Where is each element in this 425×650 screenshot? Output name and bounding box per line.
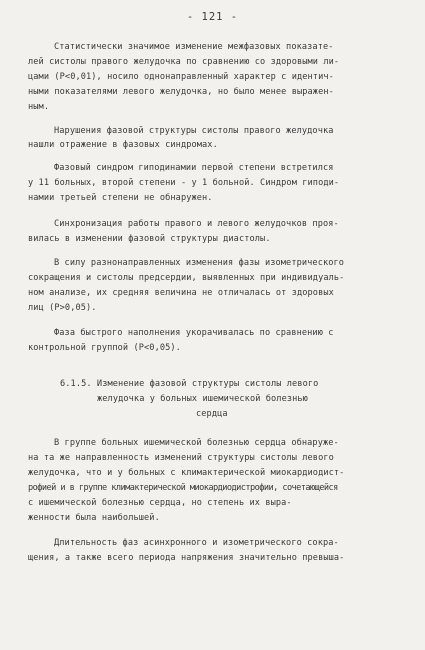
heading-line: желудочка у больных ишемической болезнью [97, 394, 308, 404]
text-line: Статистически значимое изменение межфазовых показате- [54, 42, 334, 52]
heading-line: сердца [196, 409, 228, 419]
text-line: вилась в изменении фазовой структуры диастолы. [28, 234, 271, 244]
text-line: цами (Р<0,01), носило однонаправленный характер с идентич- [28, 72, 334, 82]
text-line: Фазовый синдром гиподинамии первой степени встретился [54, 163, 334, 173]
text-line: В силу разнонаправленных изменения фазы изометрического [54, 258, 345, 268]
text-line: женности была наибольшей. [28, 513, 160, 523]
text-line: желудочка, что и у больных с климактерической миокардиодист- [28, 468, 345, 478]
text-line: ным. [28, 102, 50, 112]
text-line: Длительность фаз асинхронного и изометрического сокра- [54, 538, 339, 548]
text-line: ном анализе, их средняя величина не отличалась от здоровых [28, 288, 334, 298]
text-line: с ишемической болезнью сердца, но степень их выра- [28, 498, 292, 508]
text-line: щения, а также всего периода напряжения значительно превыша- [28, 553, 345, 563]
text-line: нашли отражение в фазовых синдромах. [28, 140, 218, 150]
text-line: намии третьей степени не обнаружен. [28, 193, 213, 203]
heading-line: 6.1.5. Изменение фазовой структуры систолы левого [60, 379, 319, 389]
text-line: лиц (Р>0,05). [28, 303, 97, 313]
text-line: контрольной группой (Р<0,05). [28, 343, 181, 353]
text-line: Нарушения фазовой структуры систолы правого желудочка [54, 126, 334, 136]
text-line: Фаза быстрого наполнения укорачивалась по сравнению с [54, 328, 334, 338]
text-line: Синхронизация работы правого и левого желудочков проя- [54, 219, 339, 229]
text-line: ными показателями левого желудочка, но было менее выражен- [28, 87, 334, 97]
text-line: В группе больных ишемической болезнью сердца обнаруже- [54, 438, 339, 448]
text-line: рофией и в группе климактерической миокардиодистрофии, сочетающейся [28, 483, 338, 493]
page-number: - 121 - [186, 11, 239, 23]
text-line: на та же направленность изменений структуры систолы левого [28, 453, 334, 463]
text-line: у 11 больных, второй степени - у 1 больной. Синдром гиподи- [28, 178, 340, 188]
text-line: лей систолы правого желудочка по сравнению со здоровыми ли- [28, 57, 340, 67]
text-line: сокращения и систолы предсердии, выявленных при индивидуаль- [28, 273, 345, 283]
